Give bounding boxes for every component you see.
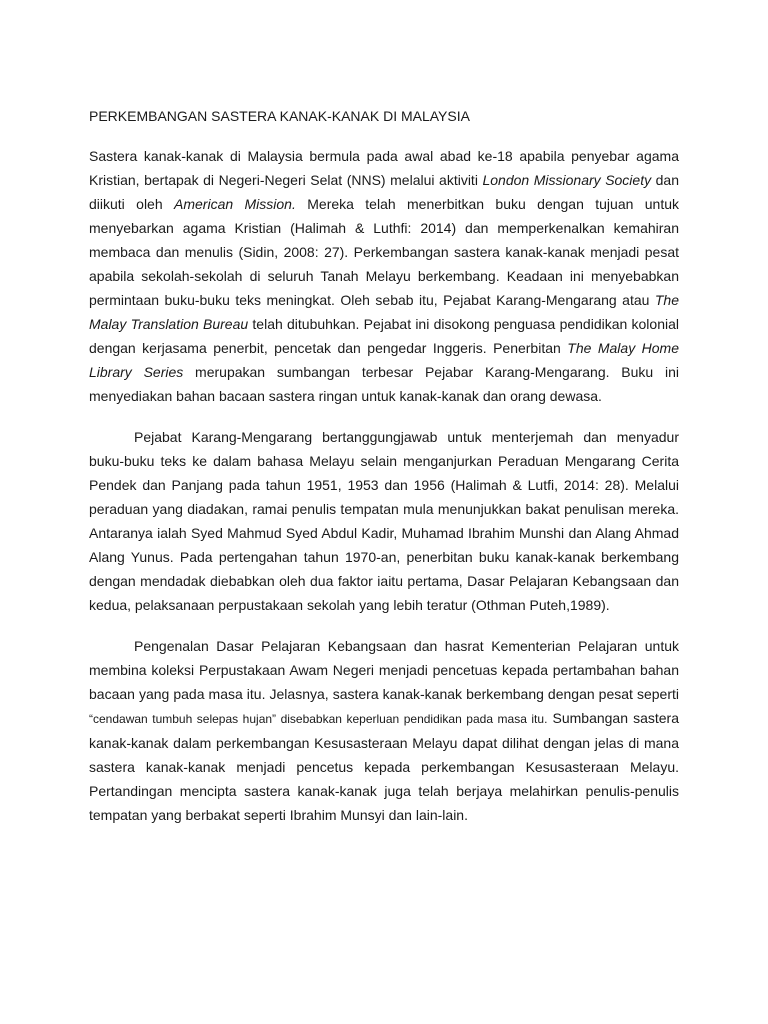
p1-italic-1: London Missionary Society [482, 172, 652, 188]
p1-text-a: Sastera kanak-kanak di Malaysia bermula pada awal abad ke-18 apabila penyebar agama Kristian, bertapak di Negeri-Negeri Selat (NNS) melalui aktiviti [89, 148, 679, 188]
p1-text-b: dan diikuti oleh [89, 172, 680, 212]
p3-text-a: Pengenalan Dasar Pelajaran Kebangsaan dan hasrat Kementerian Pelajaran untuk membina koleksi Perpustakaan Awam Negeri menjadi pencetuas kepada pertambahan bahan bacaan yang pada masa itu. Jelasnya, sastera kanak-kanak berkembang dengan pesat seperti [89, 638, 679, 702]
p1-text-e: merupakan sumbangan terbesar Pejabar Karang-Mengarang. Buku ini menyediakan bahan bacaan sastera ringan untuk kanak-kanak dan orang dewasa. [89, 364, 679, 404]
p3-quote: “cendawan tumbuh selepas hujan” disebabkan keperluan pendidikan pada masa itu. [89, 712, 548, 726]
p1-text-d: telah ditubuhkan. Pejabat ini disokong penguasa pendidikan kolonial dengan kerjasama penerbit, pencetak dan pengedar Inggeris. Penerbitan [89, 316, 679, 356]
p3-text-b: Sumbangan sastera kanak-kanak dalam perkembangan Kesusasteraan Melayu dapat dilihat dengan jelas di mana sastera kanak-kanak menjadi pencetus kepada perkembangan Kesusasteraan Melayu. Pertandingan mencipta sastera kanak-kanak juga telah berjaya melahirkan penulis-penulis tempatan yang berbakat seperti Ibrahim Munsyi dan lain-lain. [89, 710, 679, 823]
paragraph-3 [89, 634, 679, 827]
document-title: PERKEMBANGAN SASTERA KANAK-KANAK DI MALAYSIA [89, 108, 470, 124]
p1-text-c: Mereka telah menerbitkan buku dengan tujuan untuk menyebarkan agama Kristian (Halimah & Luthfi: 2014) dan memperkenalkan kemahiran membaca dan menulis (Sidin, 2008: 27). Perkembangan sastera kanak-kanak menjadi pesat apabila sekolah-sekolah di seluruh Tanah Melayu berkembang. Keadaan ini menyebabkan permintaan buku-buku teks meningkat. Oleh sebab itu, Pejabat Karang-Mengarang atau [89, 196, 680, 308]
paragraph-1 [89, 144, 679, 408]
p1-italic-2: American Mission. [174, 196, 296, 212]
document-page [89, 104, 679, 844]
p1-italic-4: The Malay Home Library Series [89, 340, 680, 380]
p1-italic-3: The Malay Translation Bureau [89, 292, 679, 332]
paragraph-2: Pejabat Karang-Mengarang bertanggungjawab untuk menterjemah dan menyadur buku-buku teks ke dalam bahasa Melayu selain menganjurkan Peraduan Mengarang Cerita Pendek dan Panjang pada tahun 1951, 1953 dan 1956 (Halimah & Lutfi, 2014: 28). Melalui peraduan yang diadakan, ramai penulis tempatan mula menunjukkan bakat penulisan mereka. Antaranya ialah Syed Mahmud Syed Abdul Kadir, Muhamad Ibrahim Munshi dan Alang Ahmad Alang Yunus. Pada pertengahan tahun 1970-an, penerbitan buku kanak-kanak berkembang dengan mendadak diebabkan oleh dua faktor iaitu pertama, Dasar Pelajaran Kebangsaan dan kedua, pelaksanaan perpustakaan sekolah yang lebih teratur (Othman Puteh,1989). [89, 429, 679, 613]
